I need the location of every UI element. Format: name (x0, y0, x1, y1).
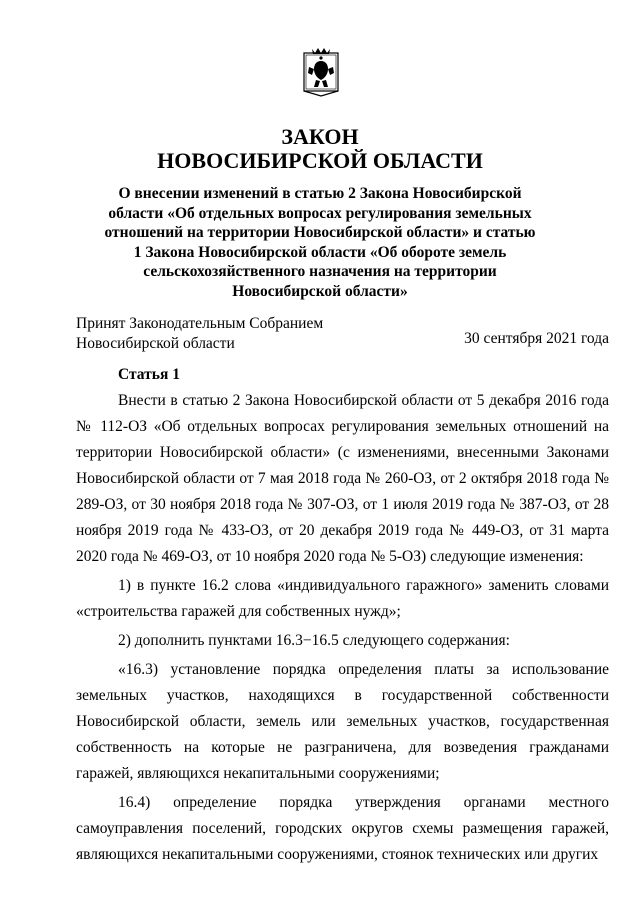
novosibirsk-coat-of-arms-icon (302, 47, 340, 97)
adopted-by (76, 314, 323, 353)
paragraph: 16.4) определение порядка утверждения органами местного самоуправления поселений, городских округов схемы размещения гаражей, являющихся некапитальными сооружениями, стоянок технических или других (76, 794, 609, 863)
paragraph: «16.3) установление порядка определения платы за использование земельных участков, находящихся в государственной собственности Новосибирской области, земель или земельных участков, государственная собственность на которые не разграничена, для возведения гражданами гаражей, являющихся некапитальными сооружениями; (76, 661, 609, 782)
adopted-line-2: Новосибирской области (76, 334, 235, 352)
article-heading: Статья 1 (118, 366, 180, 383)
article-body (76, 388, 609, 868)
paragraph: 1) в пункте 16.2 слова «индивидуального гаражного» заменить словами «строительства гаражей для собственных нужд»; (76, 577, 609, 620)
law-title: ЗАКОН (281, 124, 359, 149)
adoption-date: 30 сентября 2021 года (464, 330, 609, 347)
law-region-title: НОВОСИБИРСКОЙ ОБЛАСТИ (157, 148, 483, 173)
adopted-line-1: Принят Законодательным Собранием (76, 315, 324, 332)
paragraph: 2) дополнить пунктами 16.3−16.5 следующего содержания: (118, 632, 510, 649)
paragraph: Внести в статью 2 Закона Новосибирской области от 5 декабря 2016 года № 112-ОЗ «Об отдельных вопросах регулирования земельных отношений на территории Новосибирской области» (с изменениями, внесенными Законами Новосибирской области от 7 мая 2018 года № 260-ОЗ, от 2 октября 2018 года № 289-ОЗ, от 30 ноября 2018 года № 307-ОЗ, от 1 июля 2019 года № 387-ОЗ, от 28 ноября 2019 года № 433-ОЗ, от 20 декабря 2019 года № 449-ОЗ, от 31 марта 2020 года № 469-ОЗ, от 10 ноября 2020 года № 5-ОЗ) следующие изменения: (76, 392, 609, 565)
law-subtitle: О внесении изменений в статью 2 Закона Новосибирской области «Об отдельных вопросах регулирования земельных отношений на территории Новосибирской области» и статью 1 Закона Новосибирской области «Об обороте земель сельскохозяйственного назначения на территории Новосибирской области» (104, 185, 536, 300)
